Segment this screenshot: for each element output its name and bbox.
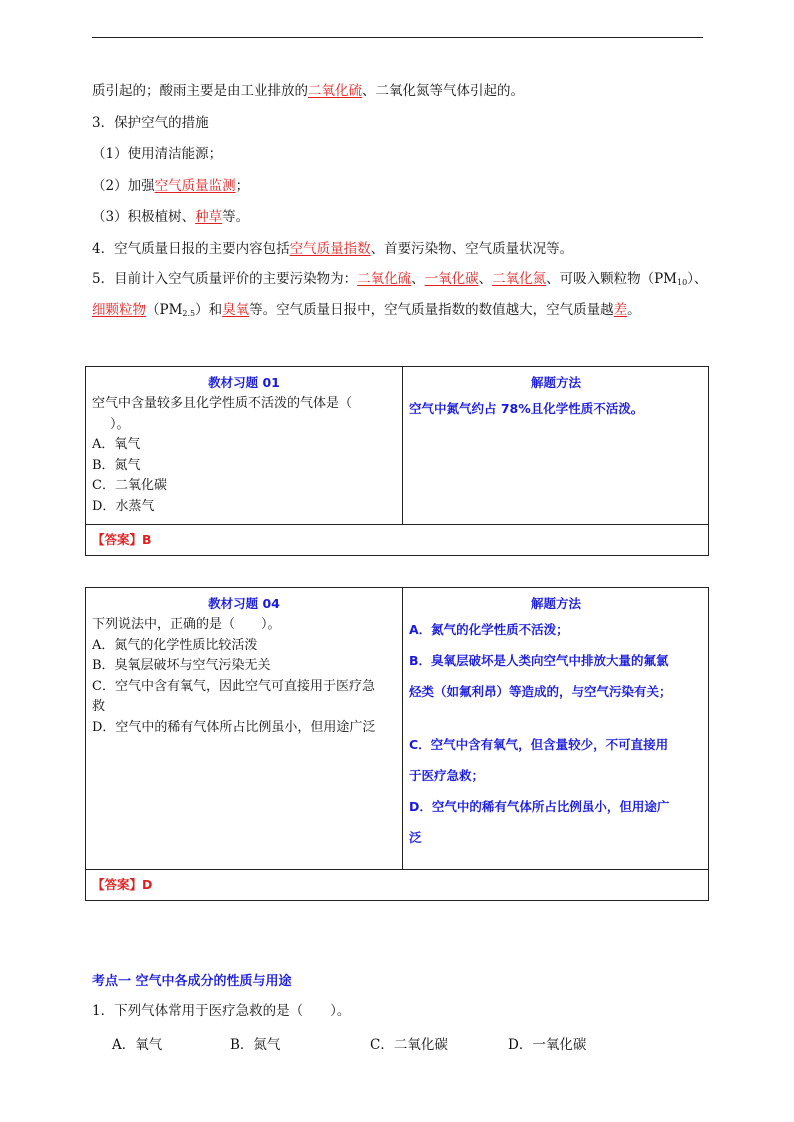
text: 4．空气质量日报的主要内容包括 — [92, 241, 290, 257]
text: 、 — [478, 271, 493, 287]
exercise-box-01 — [85, 366, 709, 556]
text: 等。空气质量日报中，空气质量指数的数值越大，空气质量越 — [249, 302, 614, 318]
heading-protect-air: 3．保护空气的措施 — [92, 115, 209, 131]
method-text: D．空气中的稀有气体所占比例虽小，但用途广 — [409, 799, 670, 814]
option-d: D．水蒸气 — [92, 498, 155, 514]
text-line-pollutants-cont — [92, 301, 641, 323]
text: （2）加强 — [92, 178, 155, 194]
option-d: D．一氧化碳 — [508, 1037, 587, 1053]
method-text: A．氮气的化学性质不活泼； — [409, 622, 569, 637]
question-text: ）。 — [110, 416, 130, 432]
method-cell — [409, 595, 703, 849]
text: 5．目前计入空气质量评价的主要污染物为： — [92, 271, 358, 287]
method-text: 泛 — [409, 830, 422, 845]
highlight-answer: 细颗粒物 — [92, 302, 146, 318]
method-title: 解题方法 — [530, 596, 581, 611]
highlight-answer: 空气质量监测 — [154, 178, 236, 194]
text: （PM — [146, 302, 183, 318]
option-c-cont: 救 — [92, 699, 106, 714]
highlight-answer: 臭氧 — [222, 302, 250, 318]
question-text: 空气中含量较多且化学性质不活泼的气体是（ — [92, 396, 353, 411]
exercise-box-04 — [85, 587, 709, 901]
question-cell — [92, 595, 396, 738]
subscript: 10 — [677, 278, 688, 287]
option-b: B．臭氧层破坏与空气污染无关 — [92, 658, 271, 673]
highlight-answer: 差 — [613, 302, 628, 318]
question-cell — [92, 374, 396, 517]
section-title: 考点一 空气中各成分的性质与用途 — [92, 974, 292, 989]
option-b: B．氮气 — [92, 457, 141, 473]
exercise-title: 教材习题 04 — [208, 596, 280, 611]
option-c: C．二氧化碳 — [370, 1037, 448, 1053]
highlight-answer: 一氧化碳 — [424, 271, 479, 287]
column-divider — [402, 588, 403, 869]
text: （3）积极植树、 — [92, 209, 196, 225]
text: 质引起的；酸雨主要是由工业排放的 — [92, 83, 308, 99]
answer-label: 【答案】B — [92, 532, 152, 547]
question-text: 下列说法中，正确的是（ ）。 — [92, 617, 281, 632]
text: 、可吸入颗粒物（PM — [546, 271, 677, 287]
option-d: D．空气中的稀有气体所占比例虽小，但用途广泛 — [92, 719, 376, 735]
option-c: C．空气中含有氧气，因此空气可直接用于医疗急 — [92, 678, 375, 694]
text: ）、 — [687, 271, 708, 287]
option-a: A．氧气 — [112, 1037, 163, 1053]
text-line-measure-1: （1）使用清洁能源； — [92, 146, 223, 162]
option-b: B．氮气 — [230, 1037, 281, 1053]
text-line-acid-rain — [92, 82, 524, 100]
option-a: A．氧气 — [92, 437, 141, 452]
subscript: 2.5 — [182, 309, 196, 318]
text-line-pollutants — [92, 270, 707, 292]
column-divider — [402, 367, 403, 524]
option-c: C．二氧化碳 — [92, 478, 167, 493]
text: ）和 — [195, 302, 223, 318]
text-line-daily-report — [92, 240, 573, 258]
method-text: 于医疗急救； — [409, 768, 485, 783]
text: 等。 — [222, 209, 250, 225]
text: 。 — [627, 302, 641, 318]
highlight-answer: 二氧化氮 — [492, 271, 547, 287]
text: 、首要污染物、空气质量状况等。 — [370, 241, 574, 257]
header-rule — [92, 37, 703, 38]
text-line-measure-3 — [92, 208, 249, 226]
highlight-answer: 种草 — [195, 209, 223, 225]
exercise-cells — [86, 588, 708, 870]
method-cell — [409, 374, 703, 420]
text-line-measure-2 — [92, 177, 249, 195]
exercise-title: 教材习题 01 — [208, 375, 280, 390]
highlight-answer: 二氧化硫 — [308, 83, 362, 99]
option-a: A．氮气的化学性质比较活泼 — [92, 637, 258, 653]
question-1: 1．下列气体常用于医疗急救的是（ ）。 — [92, 1003, 351, 1019]
text: 、二氧化氮等气体引起的。 — [362, 83, 524, 99]
answer-label: 【答案】D — [92, 877, 153, 892]
highlight-answer: 二氧化硫 — [357, 271, 412, 287]
text: 、 — [411, 271, 425, 287]
highlight-answer: 空气质量指数 — [289, 241, 371, 257]
exercise-cells — [86, 367, 708, 525]
method-text: 烃类（如氟利昂）等造成的，与空气污染有关； — [409, 684, 672, 699]
method-text: C．空气中含有氧气，但含量较少，不可直接用 — [409, 737, 669, 752]
method-title: 解题方法 — [530, 375, 581, 390]
method-text: 空气中氮气约占 78%且化学性质不活泼。 — [409, 401, 644, 416]
text: ； — [235, 178, 250, 194]
method-text: B．臭氧层破坏是人类向空气中排放大量的氟氯 — [409, 653, 669, 668]
